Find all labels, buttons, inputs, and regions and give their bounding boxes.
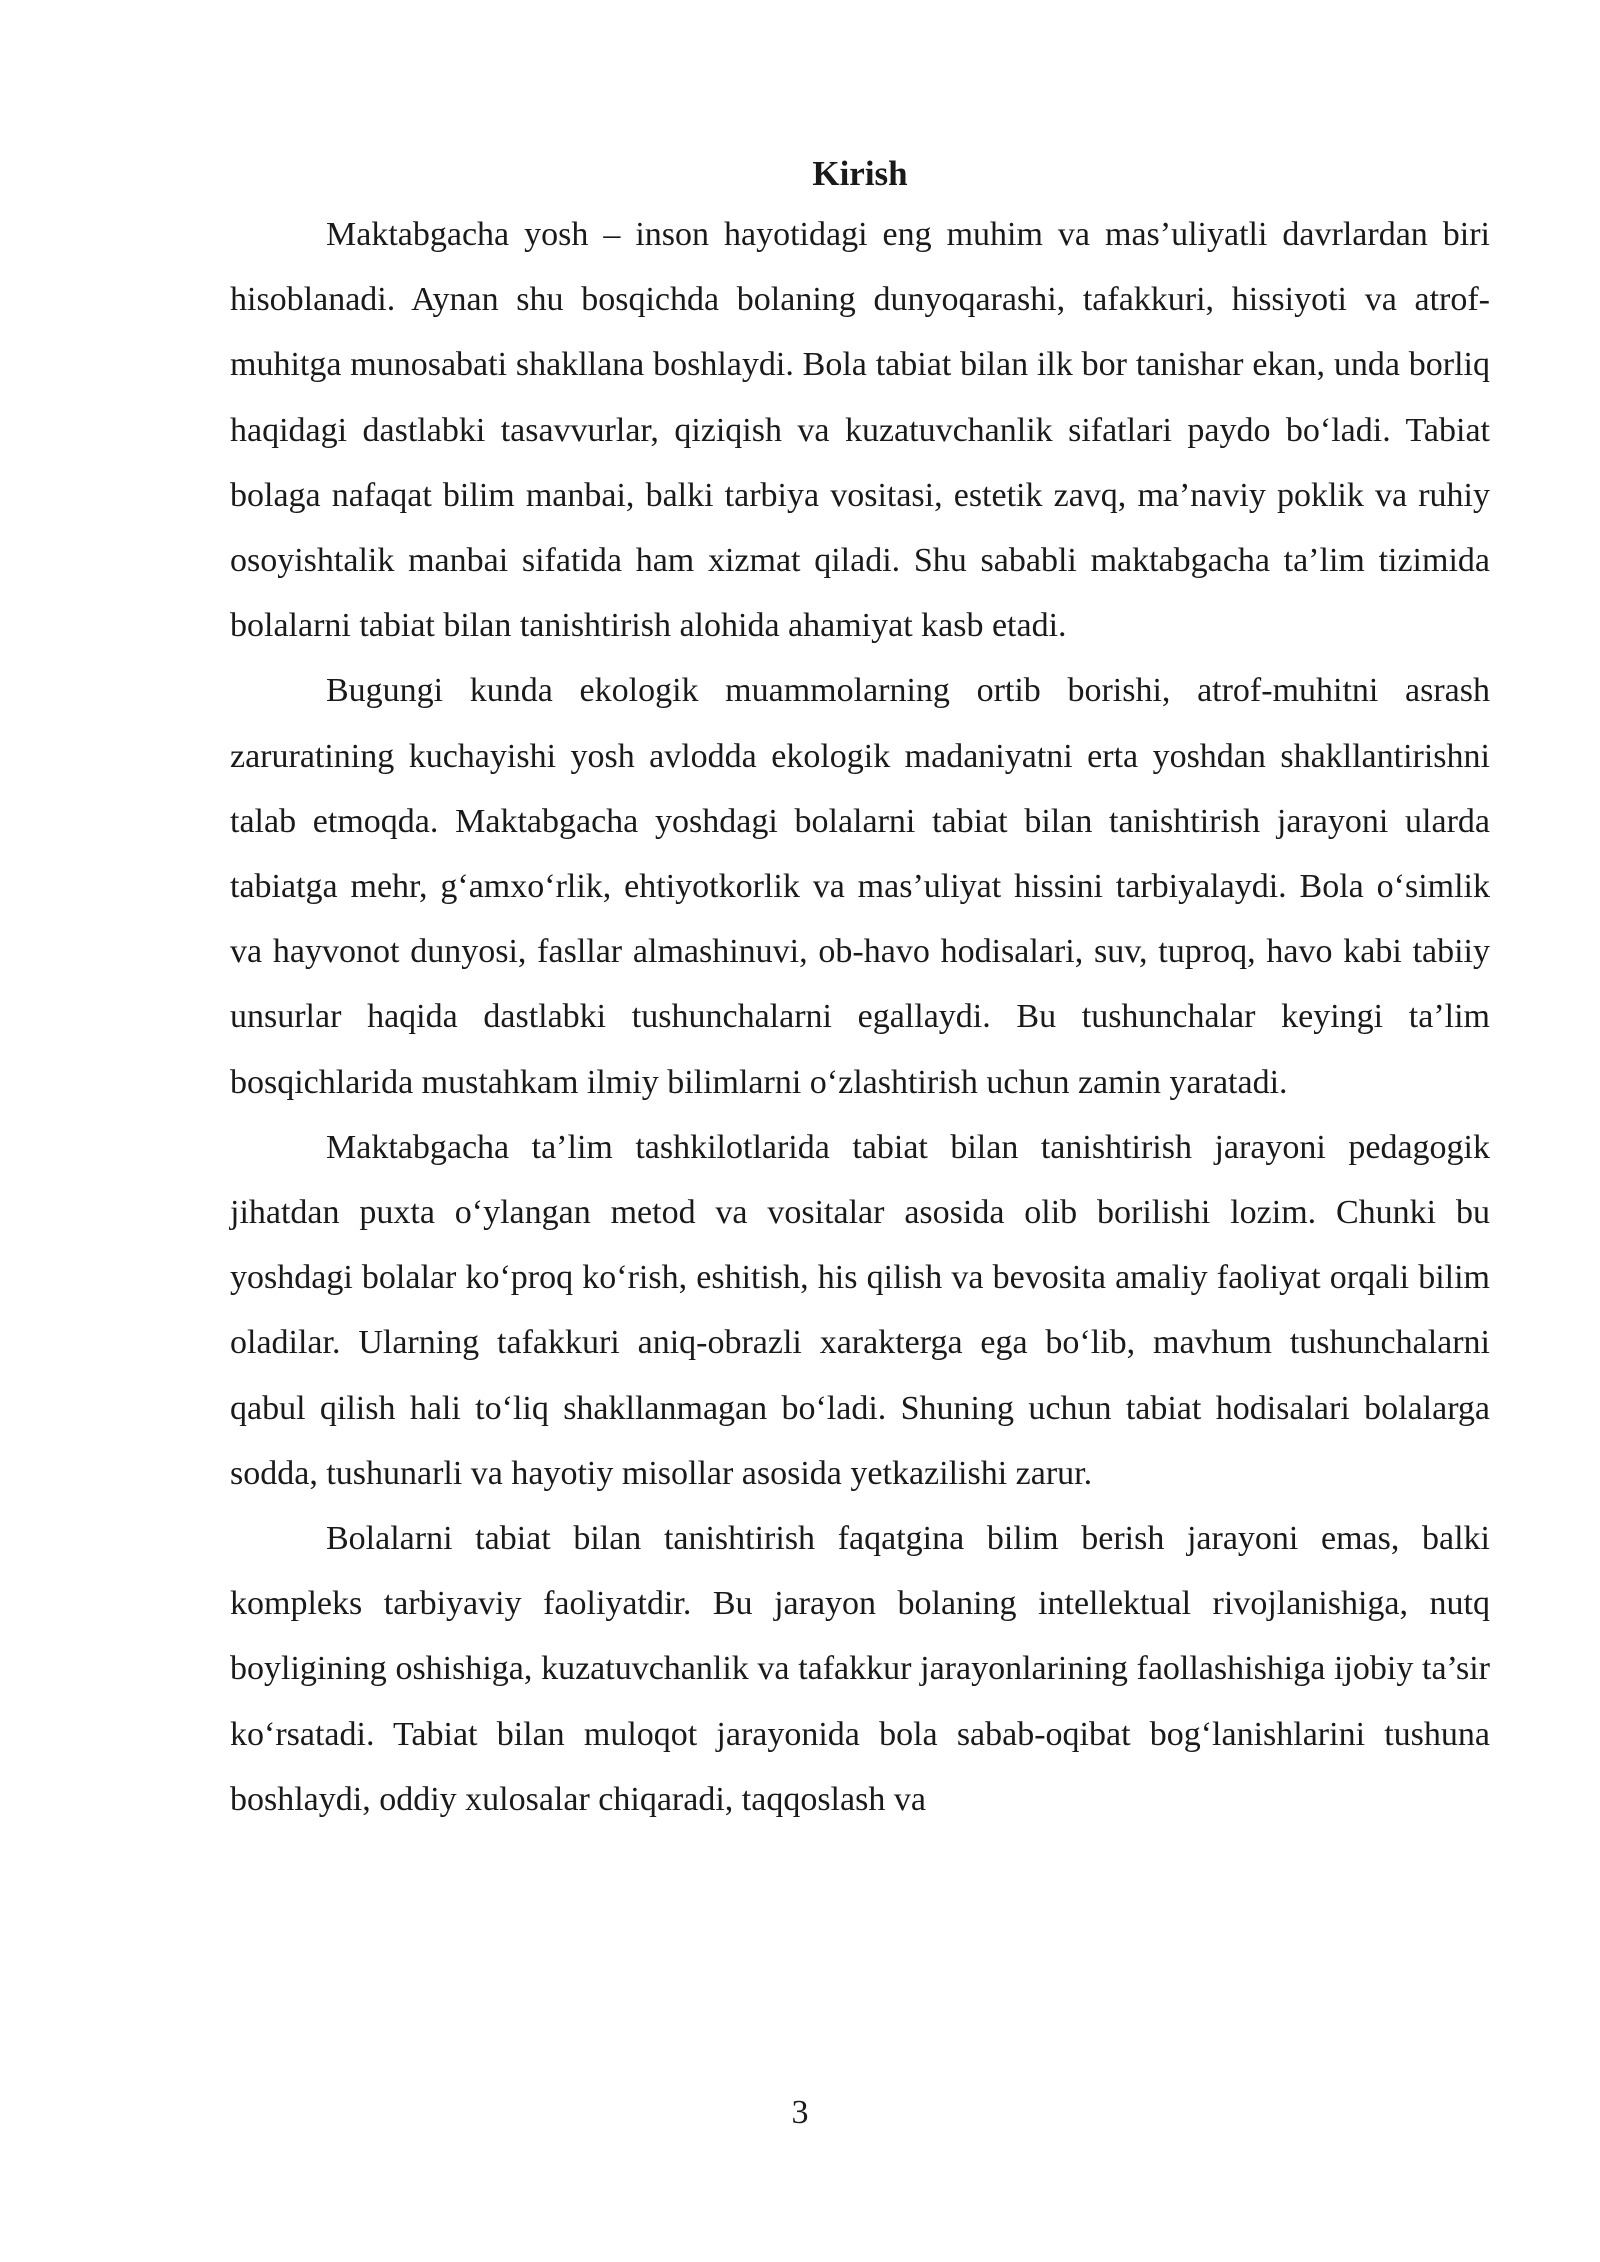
paragraph-3: Maktabgacha ta’lim tashkilotlarida tabiat bilan tanishtirish jarayoni pedagogik jihatdan puxta o‘ylangan metod va vositalar asosida olib borilishi lozim. Chunki bu yoshdagi bolalar ko‘proq ko‘rish, eshitish, his qilish va bevosita amaliy faoliyat orqali bilim oladilar. Ularning tafakkuri aniq-obrazli xarakterga ega bo‘lib, mavhum tushunchalarni qabul qilish hali to‘liq shakllanmagan bo‘ladi. Shuning uchun tabiat hodisalari bolalarga sodda, tushunarli va hayotiy misollar asosida yetkazilishi zarur. [230,1128,1490,1492]
section-heading: Kirish [812,154,908,193]
paragraph-2: Bugungi kunda ekologik muammolarning ortib borishi, atrof-muhitni asrash zaruratining kuchayishi yosh avlodda ekologik madaniyatni erta yoshdan shakllantirishni talab etmoqda. Maktabgacha yoshdagi bolalarni tabiat bilan tanishtirish jarayoni ularda tabiatga mehr, g‘amxo‘rlik, ehtiyotkorlik va mas’uliyat hissini tarbiyalaydi. Bola o‘simlik va hayvonot dunyosi, fasllar almashinuvi, ob-havo hodisalari, suv, tuproq, havo kabi tabiiy unsurlar haqida dastlabki tushunchalarni egallaydi. Bu tushunchalar keyingi ta’lim bosqichlarida mustahkam ilmiy bilimlarni o‘zlashtirish uchun zamin yaratadi. [230,672,1490,1101]
body-text [230,202,1490,1832]
page-number: 3 [791,2094,809,2131]
paragraph-1: Maktabgacha yosh – inson hayotidagi eng muhim va mas’uliyatli davrlardan biri hisoblanadi. Aynan shu bosqichda bolaning dunyoqarashi, tafakkuri, hissiyoti va atrof-muhitga munosabati shakllana boshlaydi. Bola tabiat bilan ilk bor tanishar ekan, unda borliq haqidagi dastlabki tasavvurlar, qiziqish va kuzatuvchanlik sifatlari paydo bo‘ladi. Tabiat bolaga nafaqat bilim manbai, balki tarbiya vositasi, estetik zavq, ma’naviy poklik va ruhiy osoyishtalik manbai sifatida ham xizmat qiladi. Shu sababli maktabgacha ta’lim tizimida bolalarni tabiat bilan tanishtirish alohida ahamiyat kasb etadi. [230,216,1490,645]
paragraph-4: Bolalarni tabiat bilan tanishtirish faqatgina bilim berish jarayoni emas, balki kompleks tarbiyaviy faoliyatdir. Bu jarayon bolaning intellektual rivojlanishiga, nutq boyligining oshishiga, kuzatuvchanlik va tafakkur jarayonlarining faollashishiga ijobiy ta’sir ko‘rsatadi. Tabiat bilan muloqot jarayonida bola sabab-oqibat bog‘lanishlarini tushuna boshlaydi, oddiy xulosalar chiqaradi, taqqoslash va [230,1520,1490,1818]
